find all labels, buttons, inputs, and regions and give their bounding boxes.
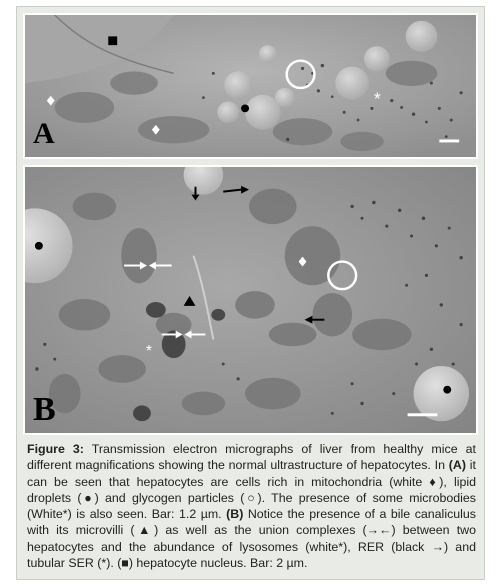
- micrograph-a-image: [25, 15, 476, 157]
- figure-label: Figure 3:: [27, 442, 84, 456]
- lipid-droplet-marker: [443, 386, 451, 394]
- lysosome-marker: *: [145, 343, 153, 361]
- micrograph-panel-a: [23, 13, 478, 159]
- lipid-droplet-marker: [241, 104, 249, 112]
- scale-bar-a: [439, 139, 459, 142]
- panel-label-b: B: [33, 391, 56, 428]
- caption-text-2: it can be seen that hepatocytes are cells rich in mitochondria (white ♦), lipid droplets (●) and glycogen particles (○). The presence of some microbodies (White*) is also seen. Bar: 1.2 µm.: [27, 458, 477, 522]
- lipid-droplet-marker: [35, 242, 43, 250]
- micrograph-b-image: [25, 167, 476, 433]
- microbody-marker: *: [373, 88, 381, 109]
- caption-ref-b: (B): [226, 507, 244, 522]
- figure-3: [16, 6, 485, 580]
- nucleus-marker: [108, 36, 117, 45]
- caption-ref-a: (A): [448, 458, 466, 473]
- figure-caption: [27, 441, 476, 571]
- micrograph-panel-b: [23, 165, 478, 435]
- caption-text-3: Notice the presence of a bile canaliculus with its microvilli (▲) as well as the union complexes (→←) between two hepatocytes and the abundance of lysosomes (white*), RER (black →) and tubular SER (*). (■) hepatocyte nucleus. Bar: 2 µm.: [27, 507, 476, 571]
- scale-bar-b: [408, 413, 438, 416]
- caption-text-1: Transmission electron micrographs of liver from healthy mice at different magnifications showing the normal ultrastructure of hepatocytes. In: [27, 442, 476, 473]
- panel-label-a: A: [33, 117, 55, 150]
